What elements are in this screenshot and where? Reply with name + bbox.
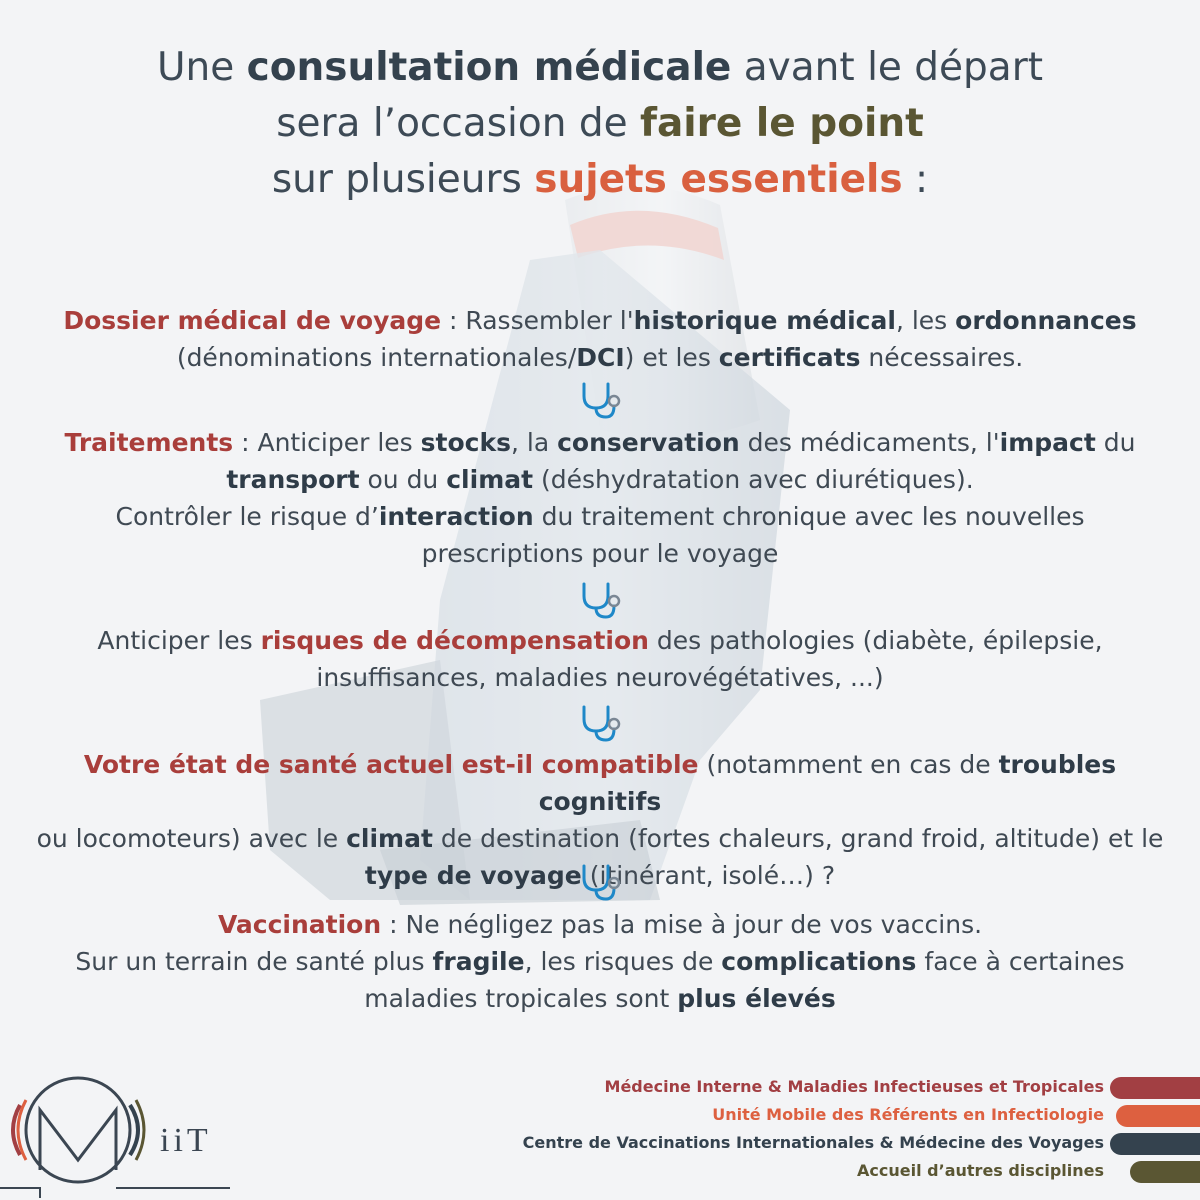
section-heading: Traitements (64, 428, 234, 457)
stethoscope-icon (576, 703, 622, 743)
footer-bar-olive (1130, 1161, 1200, 1183)
headline: Une consultation médicale avant le départ sera l’occasion de faire le point sur plusieurs sujets essentiels : (156, 45, 1044, 202)
logo-text: iiT (160, 1122, 212, 1159)
section-traitements: Traitements : Anticiper les stocks, la conservation des médicaments, l'impact du transport ou du climat (déshydratation avec diurétiques). Contrôler le risque d’interaction du traitement chronique avec les nouvelles prescriptions pour le voyage (64, 428, 1136, 568)
section-heading: Vaccination (217, 910, 382, 939)
footer-centre-vaccinations: Centre de Vaccinations Internationales & Médecine des Voyages (522, 1133, 1104, 1152)
footer-medecine-interne: Médecine Interne & Maladies Infectieuses et Tropicales (604, 1077, 1104, 1096)
section-decompensation: Anticiper les risques de décompensation des pathologies (diabète, épilepsie, insuffisances, maladies neurovégétatives, ...) (97, 626, 1103, 692)
stethoscope-icon (576, 862, 622, 902)
section-heading: Dossier médical de voyage (63, 306, 442, 335)
footer-bar-red (1110, 1077, 1200, 1099)
section-etat-de-sante: Votre état de santé actuel est-il compatible (notamment en cas de troubles cognitifs ou locomoteurs) avec le climat de destination (fortes chaleurs, grand froid, altitude) et le type de voyage (itinérant, isolé…) ? (36, 750, 1164, 890)
section-dossier-medical: Dossier médical de voyage : Rassembler l'historique médical, les ordonnances (dénominations internationales/DCI) et les certificats nécessaires. (63, 306, 1137, 372)
footer-accueil-disciplines: Accueil d’autres disciplines (857, 1161, 1104, 1180)
stethoscope-icon (576, 580, 622, 620)
stethoscope-icon (576, 380, 622, 420)
section-vaccination: Vaccination : Ne négligez pas la mise à jour de vos vaccins. Sur un terrain de santé plus fragile, les risques de complications face à certaines maladies tropicales sont plus élevés (75, 910, 1125, 1013)
footer-bar-navy (1110, 1133, 1200, 1155)
footer-bar-orange (1116, 1105, 1200, 1127)
section-heading: Votre état de santé actuel est-il compatible (83, 750, 699, 779)
footer-unite-mobile: Unité Mobile des Référents en Infectiologie (712, 1105, 1104, 1124)
